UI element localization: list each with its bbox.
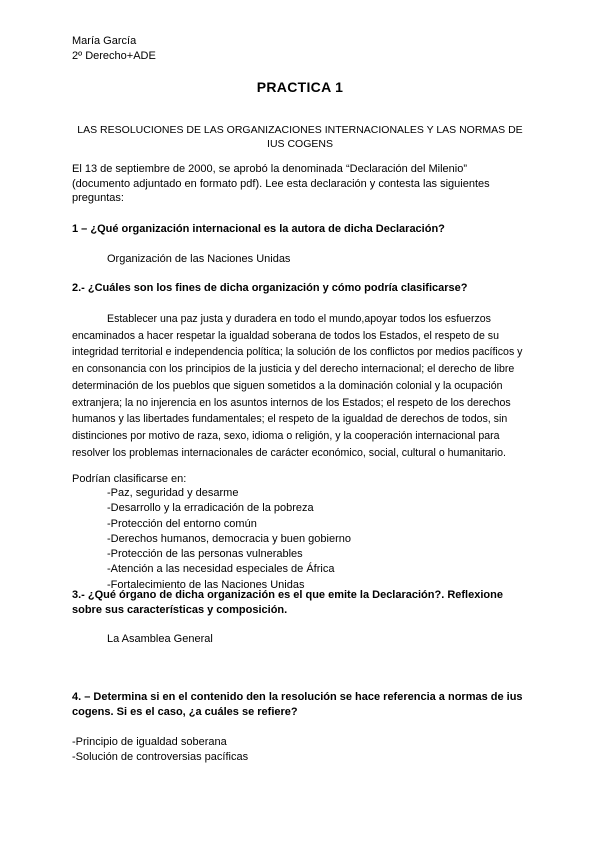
answer-2: Establecer una paz justa y duradera en todo el mundo,apoyar todos los esfuerzos encaminados a hacer respetar la igualdad soberana de todos los Estados, el respeto de su integridad territorial e independencia política; la solución de los conflictos por medios pacíficos y en consonancia con los principios de la justicia y del derecho internacional; el derecho de libre determinación de los pueblos que siguen sometidos a la dominación colonial y la ocupación extranjera; la no injerencia en los asuntos internos de los Estados; el respeto de los derechos humanos y las libertades fundamentales; el respeto de la igualdad de derechos de todos, sin distinciones por motivo de raza, sexo, idioma o religión, y la cooperación internacional para resolver los problemas internacionales de carácter económico, social, cultural o humanitario. [72,313,523,459]
list-item: -Paz, seguridad y desarme [107,487,239,499]
question-2: 2.- ¿Cuáles son los fines de dicha organización y cómo podría clasificarse? [72,282,468,294]
document-title: PRACTICA 1 [256,79,344,95]
question-3: 3.- ¿Qué órgano de dicha organización es el que emite la Declaración?. Reflexione sobre sus características y composición. [72,589,503,616]
answer-1: Organización de las Naciones Unidas [107,253,291,265]
list-item: -Derechos humanos, democracia y buen gobierno [107,532,351,545]
document-subtitle: LAS RESOLUCIONES DE LAS ORGANIZACIONES INTERNACIONALES Y LAS NORMAS DE IUS COGENS [77,124,523,150]
list-item: -Desarrollo y la erradicación de la pobreza [107,502,314,515]
list-item: -Solución de controversias pacíficas [72,751,249,763]
list-item: -Protección del entorno común [107,517,257,530]
classification-label: Podrían clasificarse en: [72,473,187,485]
answer-4-list [72,735,528,765]
list-item: -Principio de igualdad soberana [72,736,227,748]
list-item: -Protección de las personas vulnerables [107,548,303,561]
intro-paragraph: El 13 de septiembre de 2000, se aprobó la denominada “Declaración del Milenio” (documento adjuntado en formato pdf). Lee esta declaración y contesta las siguientes preguntas: [72,163,490,205]
classification-list [107,486,527,593]
author-header [72,34,528,64]
answer-3: La Asamblea General [107,633,213,645]
list-item: -Atención a las necesidad especiales de África [107,563,335,576]
author-course: 2º Derecho+ADE [72,50,156,62]
author-name: María García [72,35,137,47]
list-item: -Fortalecimiento de las Naciones Unidas [107,578,305,591]
question-4: 4. – Determina si en el contenido den la resolución se hace referencia a normas de ius cogens. Si es el caso, ¿a cuáles se refiere? [72,691,523,718]
question-1: 1 – ¿Qué organización internacional es la autora de dicha Declaración? [72,223,445,235]
